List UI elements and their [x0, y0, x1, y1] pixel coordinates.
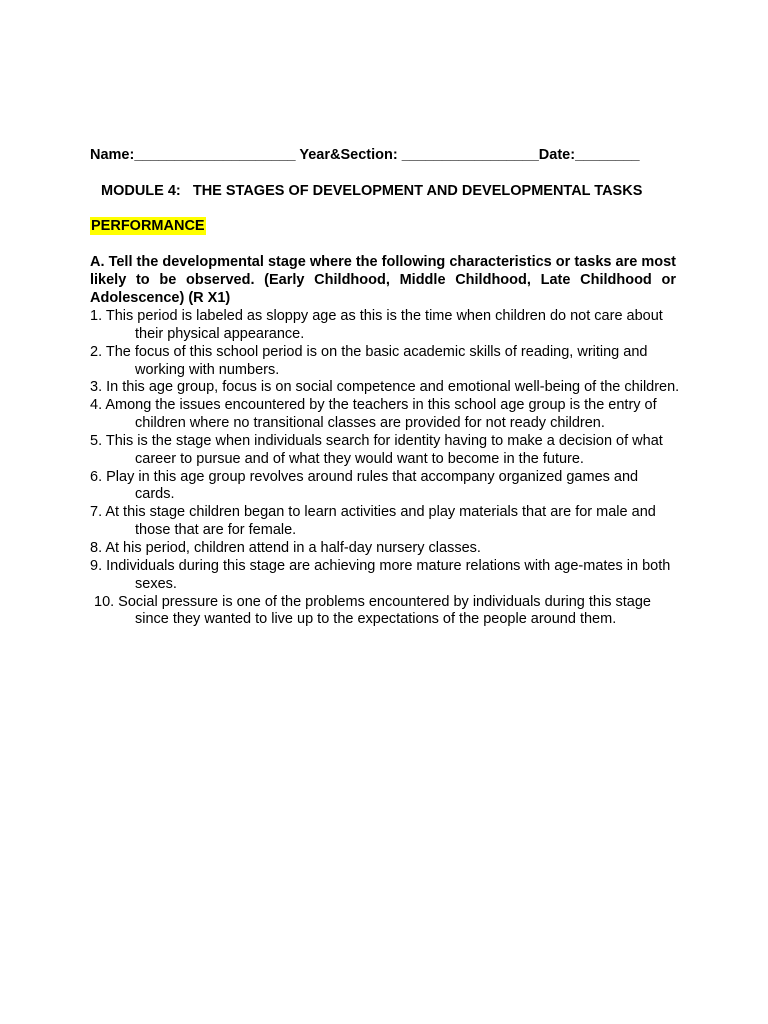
question-item-5: 5. This is the stage when individuals search for identity having to make a decision of what career to pursue and of what they would want to become in the future. [90, 432, 663, 467]
question-item-7: 7. At this stage children began to learn activities and play materials that are for male and those that are for female. [90, 504, 656, 539]
question-item-2: 2. The focus of this school period is on the basic academic skills of reading, writing and working with numbers. [90, 343, 648, 378]
question-item-8: 8. At his period, children attend in a half-day nursery classes. [90, 539, 481, 556]
module-title: MODULE 4: THE STAGES OF DEVELOPMENT AND DEVELOPMENTAL TASKS [101, 183, 643, 199]
instructions-paragraph: A. Tell the developmental stage where the following characteristics or tasks are most likely to be observed. (Early Childhood, Middle Childhood, Late Childhood or Adolescence) (R X1) [90, 254, 676, 306]
question-item-6: 6. Play in this age group revolves around rules that accompany organized games and cards. [90, 468, 639, 503]
question-list [90, 308, 680, 629]
question-item-9: 9. Individuals during this stage are achieving more mature relations with age-mates in both sexes. [90, 557, 671, 592]
question-item-3: 3. In this age group, focus is on social competence and emotional well-being of the children. [90, 379, 680, 396]
section-label-performance: PERFORMANCE [91, 218, 205, 234]
question-item-4: 4. Among the issues encountered by the teachers in this school age group is the entry of children where no transitional classes are provided for not ready children. [90, 397, 657, 432]
question-item-1: 1. This period is labeled as sloppy age as this is the time when children do not care about their physical appearance. [90, 308, 663, 342]
student-info-header: Name:____________________ Year&Section: _________________Date:________ [90, 147, 640, 163]
question-item-10: 10. Social pressure is one of the problems encountered by individuals during this stage since they wanted to live up to the expectations of the people around them. [94, 593, 651, 628]
